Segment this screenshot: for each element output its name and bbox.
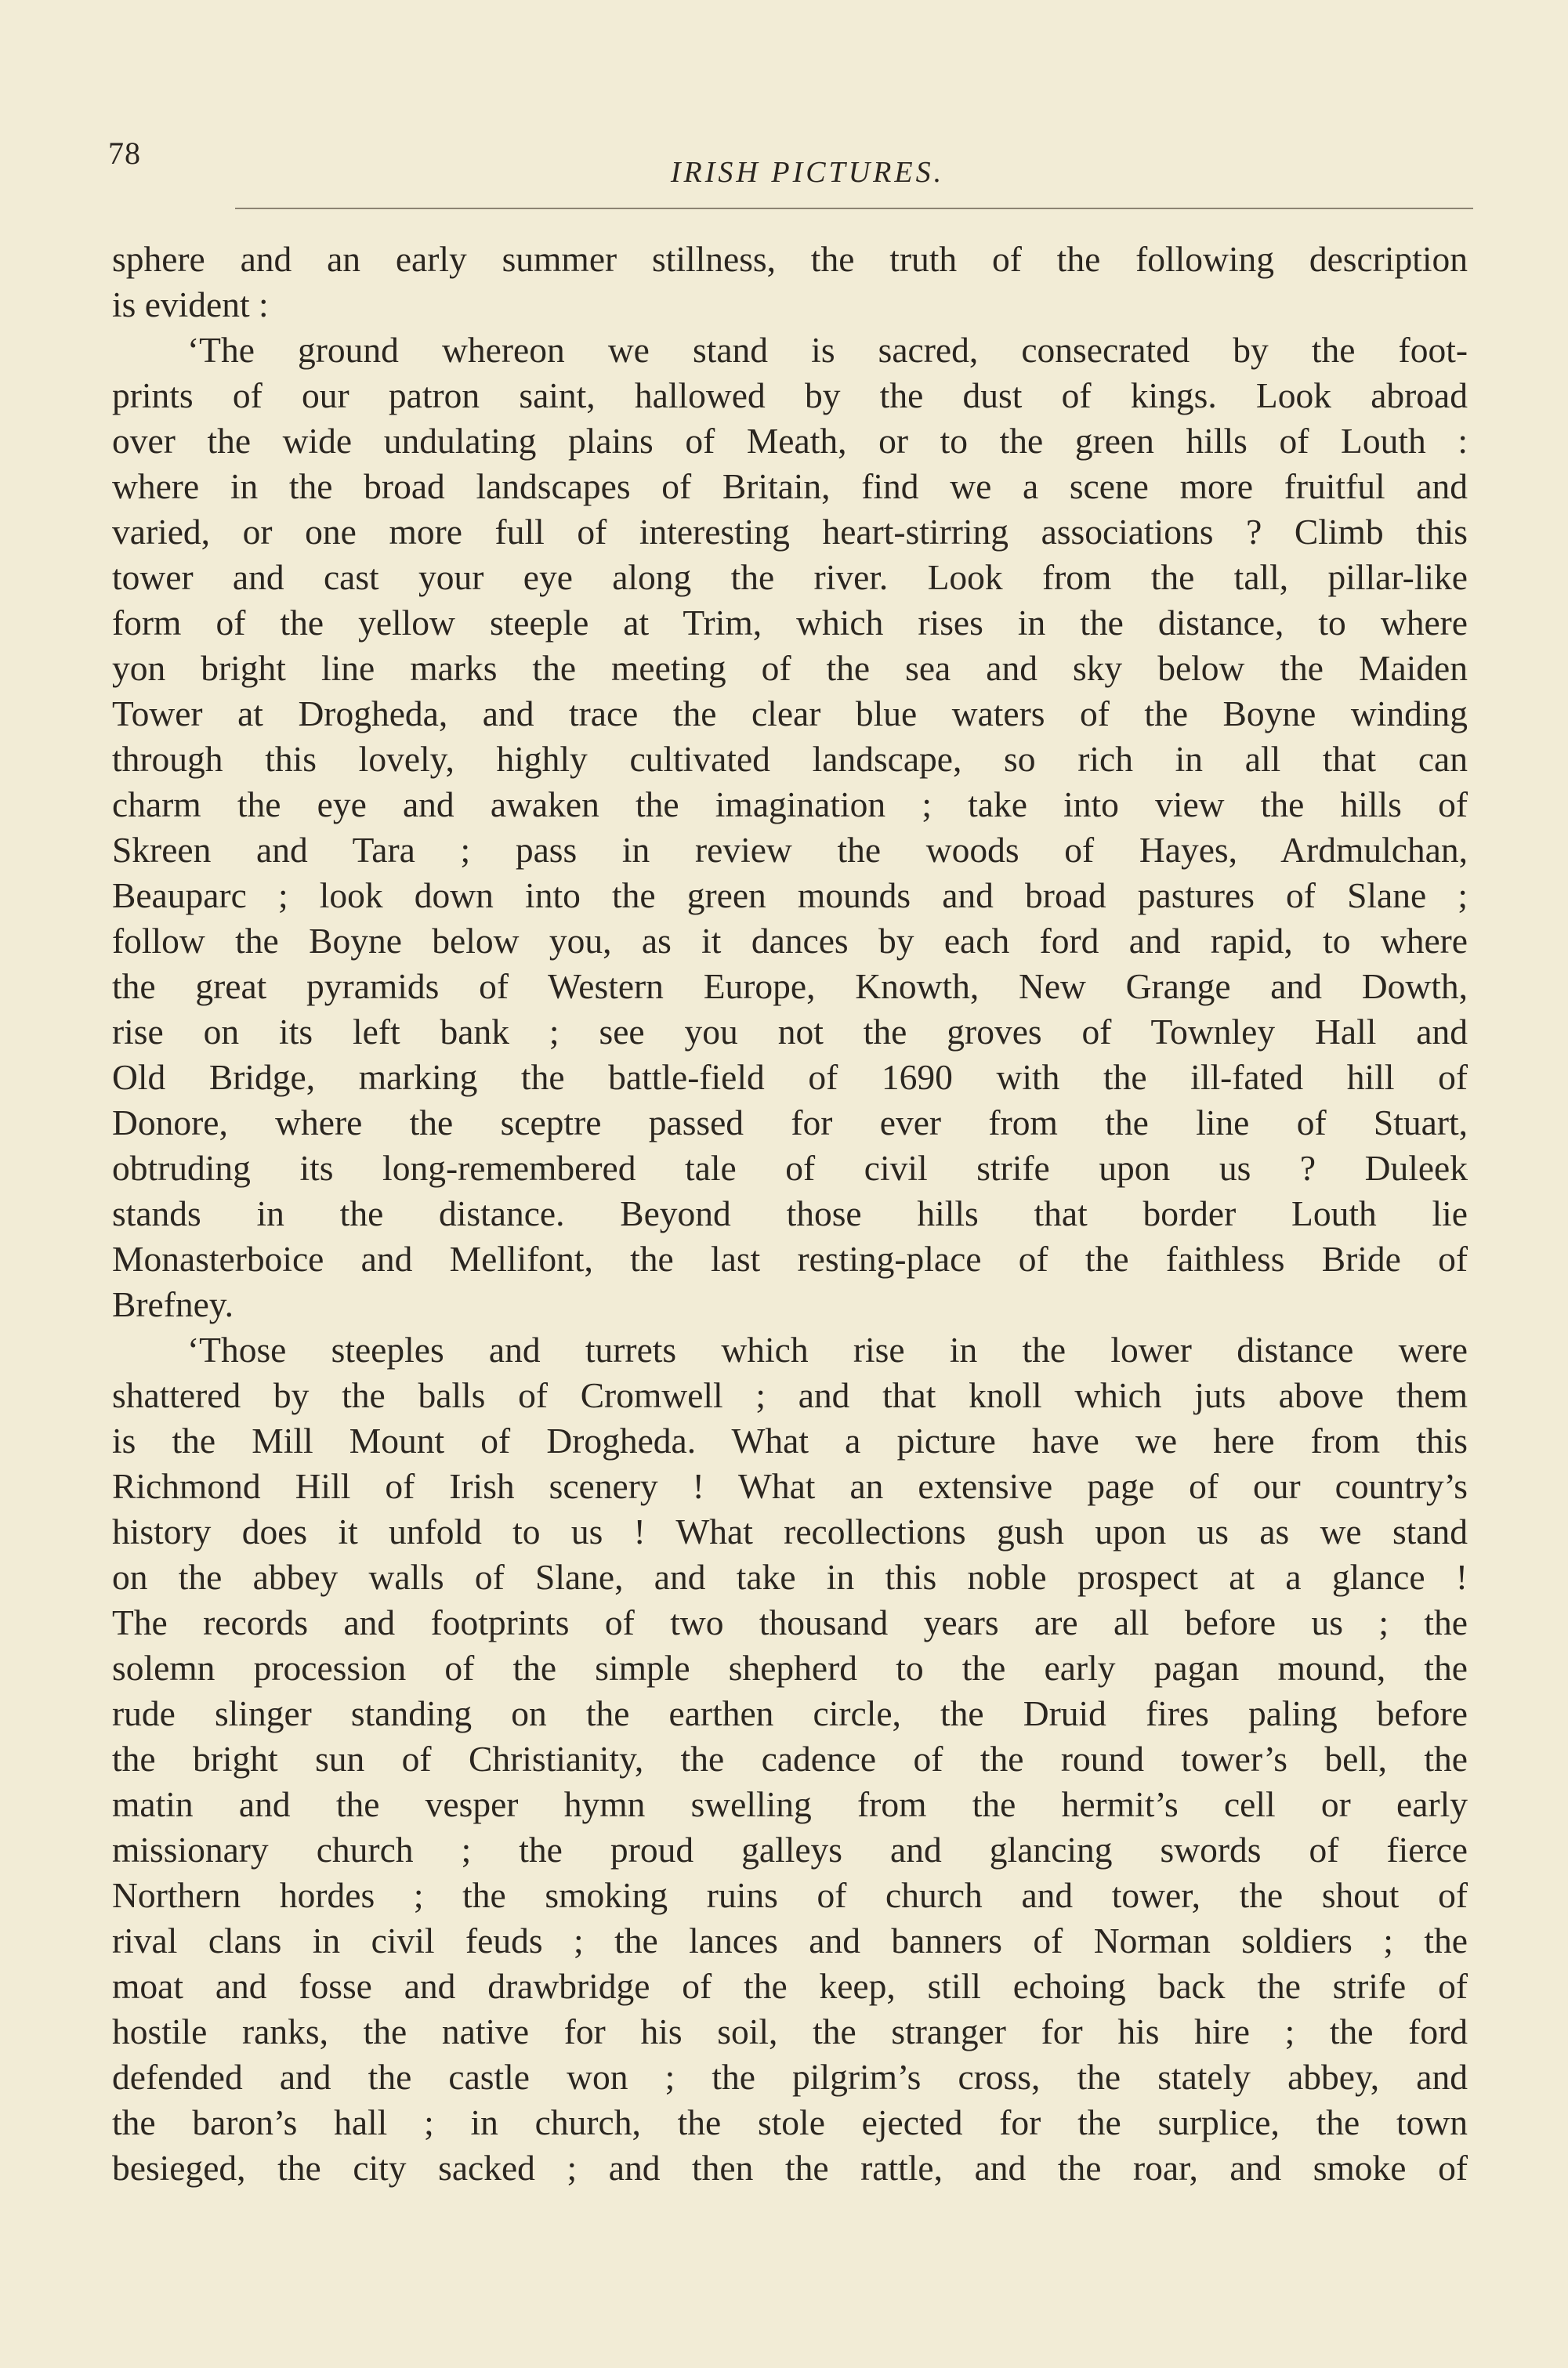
paragraph bbox=[112, 1327, 1468, 2191]
text-line: form of the yellow steeple at Trim, which rises in the distance, to where bbox=[112, 603, 1468, 643]
text-line: through this lovely, highly cultivated landscape, so rich in all that can bbox=[112, 739, 1468, 779]
page-number: 78 bbox=[108, 136, 141, 171]
text-line: missionary church ; the proud galleys and glancing swords of fierce bbox=[112, 1830, 1468, 1870]
text-line: tower and cast your eye along the river. Look from the tall, pillar-like bbox=[112, 557, 1468, 597]
text-line: rise on its left bank ; see you not the groves of Townley Hall and bbox=[112, 1012, 1468, 1052]
text-line: yon bright line marks the meeting of the sea and sky below the Maiden bbox=[112, 648, 1468, 688]
text-line: hostile ranks, the native for his soil, the stranger for his hire ; the ford bbox=[112, 2011, 1468, 2051]
paragraph bbox=[112, 328, 1468, 1327]
text-line: ‘Those steeples and turrets which rise in the lower distance were bbox=[187, 1330, 1468, 1370]
text-line: Beauparc ; look down into the green mounds and broad pastures of Slane ; bbox=[112, 875, 1468, 915]
text-line: Old Bridge, marking the battle-field of 1690 with the ill-fated hill of bbox=[112, 1057, 1468, 1097]
text-line: The records and footprints of two thousand years are all before us ; the bbox=[112, 1602, 1468, 1642]
text-line: charm the eye and awaken the imagination ; take into view the hills of bbox=[112, 784, 1468, 824]
text-line: on the abbey walls of Slane, and take in this noble prospect at a glance ! bbox=[112, 1557, 1468, 1597]
body-text bbox=[112, 237, 1468, 2191]
text-line: Donore, where the sceptre passed for ever from the line of Stuart, bbox=[112, 1103, 1468, 1142]
text-line: Brefney. bbox=[112, 1284, 234, 1324]
text-line: over the wide undulating plains of Meath, or to the green hills of Louth : bbox=[112, 421, 1468, 461]
text-line: varied, or one more full of interesting heart-stirring associations ? Climb this bbox=[112, 512, 1468, 552]
text-line: rival clans in civil feuds ; the lances and banners of Norman soldiers ; the bbox=[112, 1921, 1468, 1961]
text-line: Richmond Hill of Irish scenery ! What an extensive page of our country’s bbox=[112, 1466, 1468, 1506]
text-line: moat and fosse and drawbridge of the keep, still echoing back the strife of bbox=[112, 1966, 1468, 2006]
text-line: defended and the castle won ; the pilgrim’s cross, the stately abbey, and bbox=[112, 2057, 1468, 2097]
text-line: matin and the vesper hymn swelling from the hermit’s cell or early bbox=[112, 1784, 1468, 1824]
text-line: the great pyramids of Western Europe, Knowth, New Grange and Dowth, bbox=[112, 966, 1468, 1006]
text-line: is the Mill Mount of Drogheda. What a picture have we here from this bbox=[112, 1421, 1468, 1461]
text-line: the bright sun of Christianity, the cadence of the round tower’s bell, the bbox=[112, 1739, 1468, 1779]
header-rule bbox=[235, 208, 1473, 209]
text-line: prints of our patron saint, hallowed by the dust of kings. Look abroad bbox=[112, 375, 1468, 415]
text-line: solemn procession of the simple shepherd to the early pagan mound, the bbox=[112, 1648, 1468, 1688]
text-line: besieged, the city sacked ; and then the rattle, and the roar, and smoke of bbox=[112, 2148, 1468, 2188]
text-line: shattered by the balls of Cromwell ; and that knoll which juts above them bbox=[112, 1375, 1468, 1415]
text-line: where in the broad landscapes of Britain, find we a scene more fruitful and bbox=[112, 466, 1468, 506]
text-line: ‘The ground whereon we stand is sacred, consecrated by the foot- bbox=[187, 330, 1468, 370]
text-line: Northern hordes ; the smoking ruins of church and tower, the shout of bbox=[112, 1875, 1468, 1915]
text-line: sphere and an early summer stillness, the truth of the following description bbox=[112, 239, 1468, 279]
text-line: obtruding its long-remembered tale of civil strife upon us ? Duleek bbox=[112, 1148, 1468, 1188]
text-line: Tower at Drogheda, and trace the clear blue waters of the Boyne winding bbox=[112, 693, 1468, 733]
text-line: is evident : bbox=[112, 284, 269, 324]
text-line: history does it unfold to us ! What recollections gush upon us as we stand bbox=[112, 1512, 1468, 1552]
text-line: rude slinger standing on the earthen circle, the Druid fires paling before bbox=[112, 1693, 1468, 1733]
paragraph bbox=[112, 237, 1468, 328]
text-line: Monasterboice and Mellifont, the last resting-place of the faithless Bride of bbox=[112, 1239, 1468, 1279]
text-line: follow the Boyne below you, as it dances by each ford and rapid, to where bbox=[112, 921, 1468, 961]
text-line: Skreen and Tara ; pass in review the woods of Hayes, Ardmulchan, bbox=[112, 830, 1468, 870]
text-line: stands in the distance. Beyond those hills that border Louth lie bbox=[112, 1193, 1468, 1233]
running-title: IRISH PICTURES. bbox=[670, 156, 945, 189]
text-line: the baron’s hall ; in church, the stole ejected for the surplice, the town bbox=[112, 2102, 1468, 2142]
